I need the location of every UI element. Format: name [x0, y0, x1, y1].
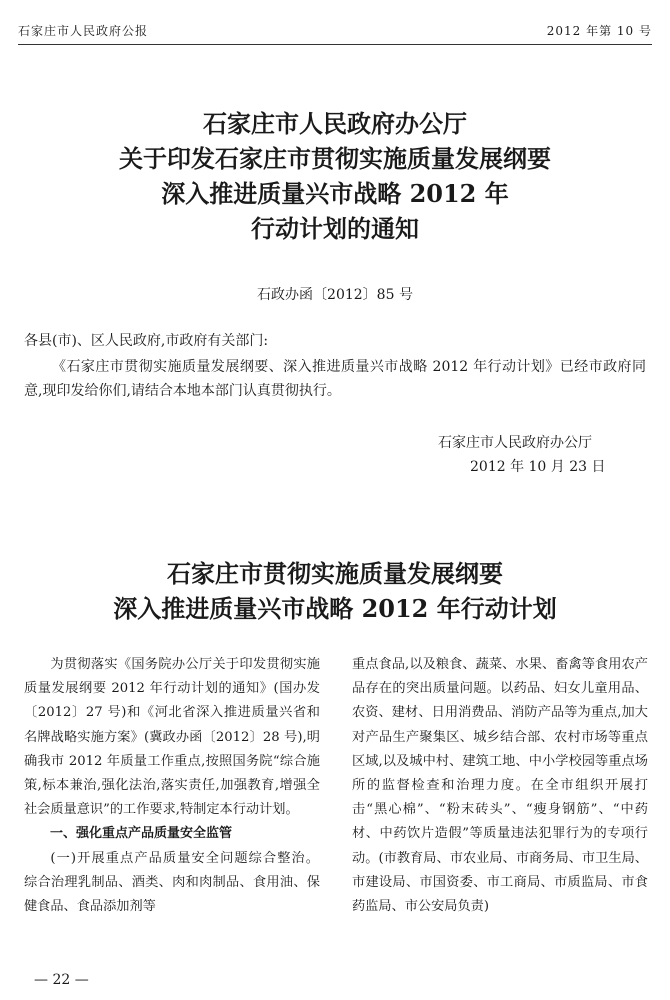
subsection-heading: (一)开展重点产品质量安全问题综合整治。 — [50, 850, 320, 866]
notice-body: 《石家庄市贯彻实施质量发展纲要、深入推进质量兴市战略 2012 年行动计划》已经市政府同意,现印发给你们,请结合本地本部门认真贯彻执行。 — [24, 359, 646, 399]
notice-title-line: 深入推进质量兴市战略 2012 年 — [161, 179, 509, 208]
plan-title-line: 石家庄市贯彻实施质量发展纲要 — [167, 559, 503, 588]
plan-title-line: 深入推进质量兴市战略 2012 年行动计划 — [113, 594, 557, 623]
section-heading: 一、强化重点产品质量安全监管 — [50, 826, 233, 842]
page-number: — 22 — — [34, 972, 89, 988]
subsection-paragraph-start — [24, 847, 320, 920]
issue-number: 2012 年第 10 号 — [546, 24, 652, 38]
signature-date: 2012 年 10 月 23 日 — [470, 459, 606, 475]
subsection-text-part2: 重点食品,以及粮食、蔬菜、水果、畜禽等食用农产品存在的突出质量问题。以药品、妇女儿童用品、农资、建材、日用消费品、消防产品等为重点,加大对产品生产聚集区、城乡结合部、农村市场等重点区域,以及城中村、建筑工地、中小学校园等重点场所的监督检查和治理力度。在全市组织开展打击“黑心棉”、“粉末砖头”、“瘦身钢筋”、“中药材、中药饮片造假”等质量违法犯罪行为的专项行动。(市教育局、市农业局、市商务局、市卫生局、市建设局、市国资委、市工商局、市质监局、市食药监局、市公安局负责) — [352, 657, 648, 915]
plan-title — [0, 556, 670, 626]
signature-organization: 石家庄市人民政府办公厅 — [438, 435, 592, 451]
notice-title — [0, 106, 670, 246]
right-column — [352, 653, 648, 919]
publication-name: 石家庄市人民政府公报 — [18, 24, 149, 38]
left-column — [24, 653, 320, 919]
document-number: 石政办函〔2012〕85 号 — [257, 287, 413, 303]
notice-title-line: 行动计划的通知 — [251, 214, 419, 243]
notice-title-line: 关于印发石家庄市贯彻实施质量发展纲要 — [119, 144, 551, 173]
notice-title-line: 石家庄市人民政府办公厅 — [203, 109, 467, 138]
plan-intro: 为贯彻落实《国务院办公厅关于印发贯彻实施质量发展纲要 2012 年行动计划的通知》(国办发〔2012〕27 号)和《河北省深入推进质量兴省和名牌战略实施方案》(冀政办函〔2012〕28 号),明确我市 2012 年质量工作重点,按照国务院“综合施策,标本兼治,强化法治,落实责任,加强教育,增强全社会质量意识”的工作要求,特制定本行动计划。 — [24, 657, 320, 818]
subsection-text-part1: 综合治理乳制品、酒类、肉和肉制品、食用油、保健食品、食品添加剂等 — [24, 874, 320, 915]
page-header — [18, 22, 652, 45]
salutation: 各县(市)、区人民政府,市政府有关部门: — [24, 333, 269, 349]
